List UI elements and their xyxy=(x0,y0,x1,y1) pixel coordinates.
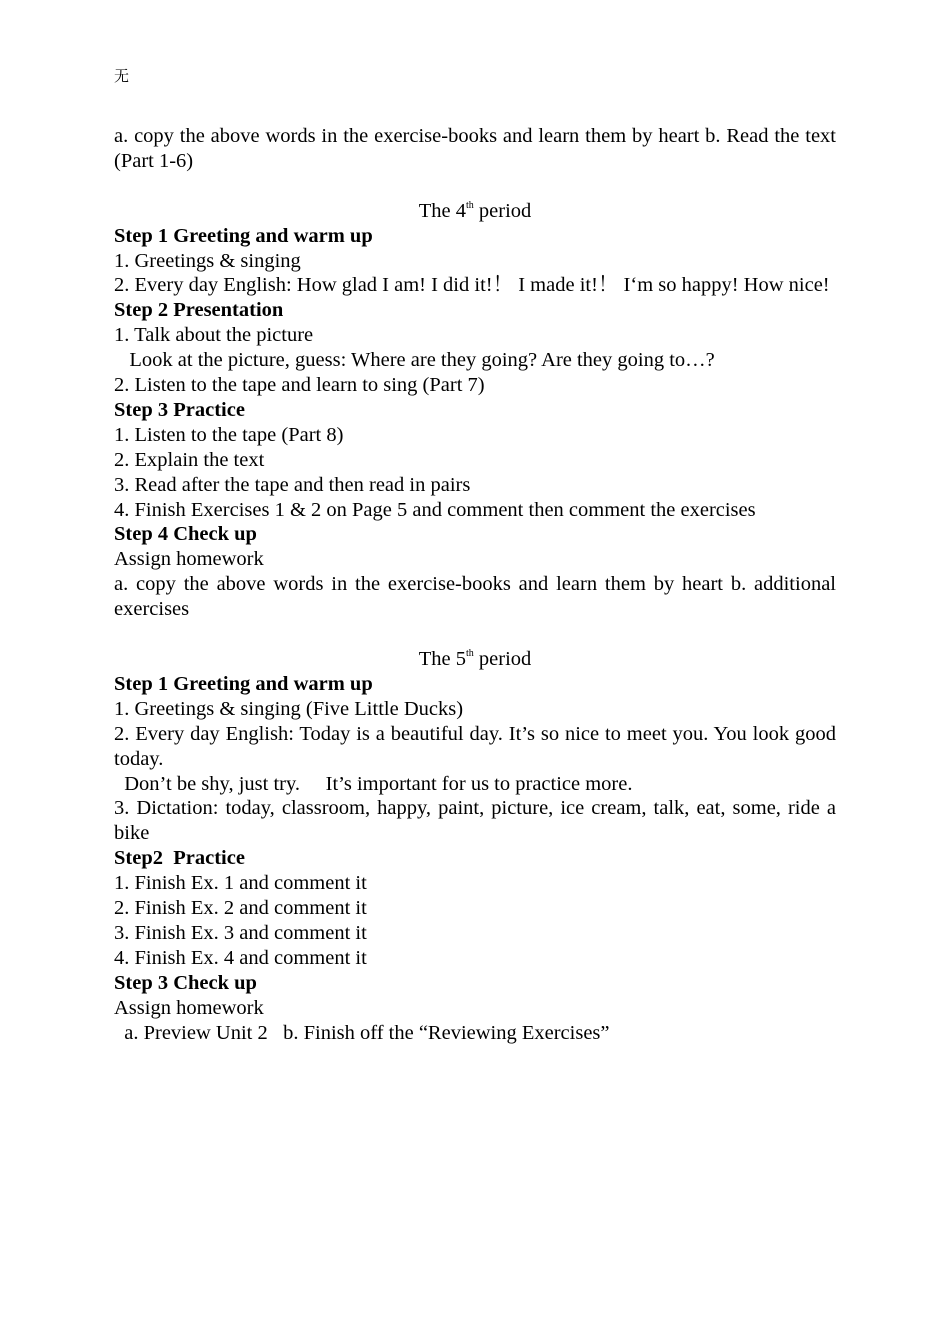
period5-title-sup: th xyxy=(465,648,474,659)
period5-title-prefix: The 5 xyxy=(418,648,466,670)
period5-step2-item3: 3. Finish Ex. 3 and comment it xyxy=(114,921,367,944)
period4-title xyxy=(114,199,836,224)
document-body xyxy=(114,124,836,1046)
period4-homework: a. copy the above words in the exercise-books and learn them by heart b. additional exercises xyxy=(114,573,836,621)
spacer xyxy=(114,174,836,199)
period4-step3-item2: 2. Explain the text xyxy=(114,448,265,471)
period5-step2-item1: 1. Finish Ex. 1 and comment it xyxy=(114,872,367,895)
period4-step2-item2: 2. Listen to the tape and learn to sing (Part 7) xyxy=(114,374,485,397)
period4-title-sup: th xyxy=(465,199,474,211)
period4-assign: Assign homework xyxy=(114,548,264,571)
period5-step1-item1: 1. Greetings & singing (Five Little Ducks) xyxy=(114,697,464,720)
period4-title-suffix: period xyxy=(473,199,532,222)
period4-step1-heading: Step 1 Greeting and warm up xyxy=(114,224,373,247)
period4-step3-heading: Step 3 Practice xyxy=(114,398,245,421)
period5-step1-heading: Step 1 Greeting and warm up xyxy=(114,672,373,695)
period5-title xyxy=(114,647,836,672)
period4-step3-item1: 1. Listen to the tape (Part 8) xyxy=(114,423,344,446)
period5-step3-heading: Step 3 Check up xyxy=(114,971,257,994)
period5-step2-item4: 4. Finish Ex. 4 and comment it xyxy=(114,946,367,969)
period5-step1-item2: 2. Every day English: Today is a beautiful day. It’s so nice to meet you. You look good today. xyxy=(114,722,836,770)
period5-step1-item2-cont: Don’t be shy, just try. It’s important for us to practice more. xyxy=(114,772,633,795)
period4-title-prefix: The 4 xyxy=(418,199,466,222)
period4-step2-item1-detail: Look at the picture, guess: Where are they going? Are they going to…? xyxy=(114,349,715,372)
period5-step1-item3: 3. Dictation: today, classroom, happy, paint, picture, ice cream, talk, eat, some, ride a bike xyxy=(114,797,836,845)
period4-step2-item1: 1. Talk about the picture xyxy=(114,324,314,347)
period5-step2-item2: 2. Finish Ex. 2 and comment it xyxy=(114,897,367,920)
period5-homework: a. Preview Unit 2 b. Finish off the “Reviewing Exercises” xyxy=(114,1021,610,1044)
period5-assign: Assign homework xyxy=(114,996,264,1019)
period4-step3-item4: 4. Finish Exercises 1 & 2 on Page 5 and comment then comment the exercises xyxy=(114,498,756,521)
period4-step1-item2: 2. Every day English: How glad I am! I did it!！ I made it!！ I‘m so happy! How nice! xyxy=(114,274,830,297)
header-mark: 无 xyxy=(114,67,130,85)
period5-step2-heading: Step2 Practice xyxy=(114,847,245,870)
spacer xyxy=(114,622,836,647)
period4-step3-item3: 3. Read after the tape and then read in pairs xyxy=(114,473,471,496)
intro-homework: a. copy the above words in the exercise-books and learn them by heart b. Read the text (Part 1-6) xyxy=(114,125,836,172)
period4-step4-heading: Step 4 Check up xyxy=(114,523,257,546)
period5-title-suffix: period xyxy=(473,648,532,670)
period4-step2-heading: Step 2 Presentation xyxy=(114,299,284,322)
period4-step1-item1: 1. Greetings & singing xyxy=(114,249,301,272)
